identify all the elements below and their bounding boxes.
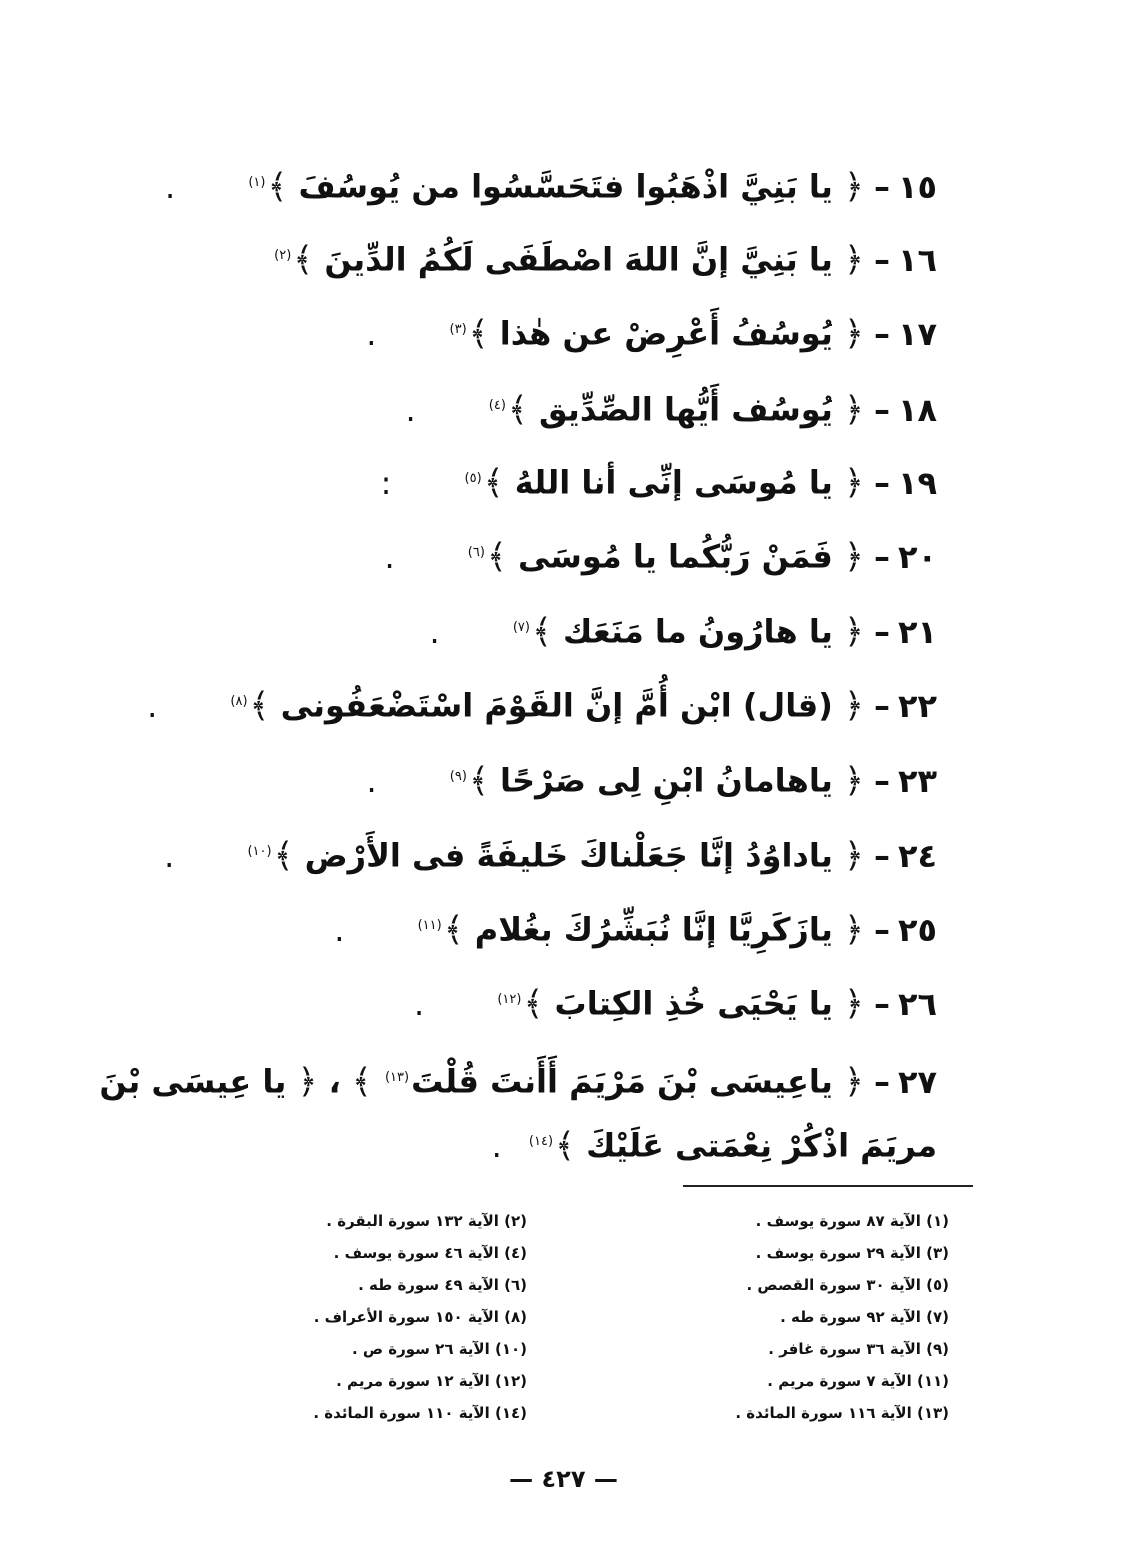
verse-line-22: ٢٢–﴿ (قال) ابْن أُمَّ إنَّ القَوْمَ اسْتَضْعَفُونى ﴾$^{(٨)}$ .: [147, 685, 937, 726]
footnote-ref: (٩): [449, 769, 467, 784]
verse-trail: .: [405, 390, 416, 429]
footnote-item: (١) الآية ٨٧ سورة يوسف .: [755, 1212, 949, 1230]
footnote-item: (١٠) الآية ٢٦ سورة ص .: [351, 1340, 527, 1358]
verse-text: يُوسُف أَيُّها الصِّدِّيق: [538, 390, 833, 429]
verse-line-15: ١٥–﴿ يا بَنِيَّ اذْهَبُوا فتَحَسَّسُوا من يُوسُفَ ﴾$^{(١)}$ .: [165, 166, 937, 207]
footnote-item: (٢) الآية ١٣٢ سورة البقرة .: [326, 1212, 527, 1230]
footnote-item: (١٢) الآية ١٢ سورة مريم .: [336, 1372, 527, 1390]
verse-number: ٢٦: [897, 984, 937, 1023]
verse-trail: .: [414, 984, 425, 1023]
footnote-item: (٥) الآية ٣٠ سورة القصص .: [746, 1276, 949, 1294]
verse-number: ٢٥: [897, 910, 937, 949]
footnote-item: (٩) الآية ٣٦ سورة غافر .: [768, 1340, 949, 1358]
verse-trail: .: [366, 761, 377, 800]
verse-line-19: ١٩–﴿ يا مُوسَى إنِّى أنا اللهُ ﴾$^{(٥)}$ :: [380, 462, 937, 503]
verse-trail: .: [429, 612, 440, 651]
footnote-ref: (١٣): [384, 1070, 410, 1085]
verse-text: فَمَنْ رَبُّكُما يا مُوسَى: [517, 537, 833, 576]
footnote-ref: (٥): [464, 471, 482, 486]
verse-trail: .: [165, 167, 176, 206]
verse-line-27: ٢٧–﴿ ياعِيسَى بْنَ مَرْيَمَ أَأَنتَ قُلْتَ$^{(١٣)}$ ﴾ ، ﴿ يا عِيسَى بْنَ: [99, 1061, 937, 1102]
verse-text: يا بَنِيَّ إنَّ اللهَ اصْطَفَى لَكُمُ الدِّينَ: [324, 240, 833, 279]
footnote-ref: (٤): [488, 398, 506, 413]
footnote-ref: (٨): [230, 694, 248, 709]
verse-text: ياعِيسَى بْنَ مَرْيَمَ أَأَنتَ قُلْتَ: [411, 1062, 833, 1101]
verse-line-23: ٢٣–﴿ ياهامانُ ابْنِ لِى صَرْحًا ﴾$^{(٩)}$ .: [366, 760, 937, 801]
verse-number: ٢٢: [897, 686, 937, 725]
footnotes-left-column: [227, 1205, 527, 1429]
verse-text: يا مُوسَى إنِّى أنا اللهُ: [514, 463, 833, 502]
verse-trail: .: [491, 1126, 502, 1165]
footnote-ref: (٦): [467, 545, 485, 560]
verse-line-18: ١٨–﴿ يُوسُف أَيُّها الصِّدِّيق ﴾$^{(٤)}$ .: [405, 389, 937, 430]
verse-separator: ،: [328, 1062, 341, 1101]
footnote-item: (٨) الآية ١٥٠ سورة الأعراف .: [313, 1308, 527, 1326]
verse-line-25: ٢٥–﴿ يازَكَرِيَّا إنَّا نُبَشِّرُكَ بغُلام ﴾$^{(١١)}$ .: [334, 909, 937, 950]
verse-number: ١٨: [897, 390, 937, 429]
footnote-item: (١٣) الآية ١١٦ سورة المائدة .: [735, 1404, 949, 1422]
footnote-ref: (١٠): [247, 844, 272, 859]
footnote-item: (١٤) الآية ١١٠ سورة المائدة .: [313, 1404, 527, 1422]
verse-text: يا هارُونُ ما مَنَعَك: [563, 612, 833, 651]
footnote-item: (٧) الآية ٩٢ سورة طه .: [780, 1308, 949, 1326]
footnotes-right-column: [649, 1205, 949, 1429]
verse-line-16: ١٦–﴿ يا بَنِيَّ إنَّ اللهَ اصْطَفَى لَكُمُ الدِّينَ ﴾$^{(٢)}$: [274, 239, 937, 280]
verse-text: يا بَنِيَّ اذْهَبُوا فتَحَسَّسُوا من يُوسُفَ: [298, 167, 833, 206]
footnote-divider: [683, 1185, 973, 1187]
footnote-item: (١١) الآية ٧ سورة مريم .: [767, 1372, 949, 1390]
footnote-ref: (١٢): [497, 992, 522, 1007]
footnote-ref: (٣): [449, 322, 467, 337]
footnote-ref: (١٤): [528, 1134, 554, 1149]
verse-text: يا يَحْيَى خُذِ الكِتابَ: [554, 984, 833, 1023]
verse-line-17: ١٧–﴿ يُوسُفُ أَعْرِضْ عن هٰذا ﴾$^{(٣)}$ .: [366, 313, 937, 354]
verse-text: (قال) ابْن أُمَّ إنَّ القَوْمَ اسْتَضْعَفُونى: [280, 686, 833, 725]
verse-line-26: ٢٦–﴿ يا يَحْيَى خُذِ الكِتابَ ﴾$^{(١٢)}$ .: [414, 983, 937, 1024]
verse-number: ١٥: [897, 167, 937, 206]
verse-line-20: ٢٠–﴿ فَمَنْ رَبُّكُما يا مُوسَى ﴾$^{(٦)}$ .: [384, 536, 937, 577]
verse-number: ٢٧: [897, 1062, 937, 1101]
verse-text: يازَكَرِيَّا إنَّا نُبَشِّرُكَ بغُلام: [474, 910, 833, 949]
footnote-ref: (٢): [274, 248, 292, 263]
footnote-item: (٣) الآية ٢٩ سورة يوسف .: [755, 1244, 949, 1262]
footnote-ref: (١): [248, 175, 266, 190]
verse-line-24: ٢٤–﴿ ياداوُدُ إنَّا جَعَلْناكَ خَليفَةً فى الأَرْض ﴾$^{(١٠)}$ .: [164, 835, 937, 876]
verse-number: ٢٣: [897, 761, 937, 800]
verse-number: ١٧: [897, 314, 937, 353]
verse-number: ٢٠: [897, 537, 937, 576]
footnote-ref: (١١): [417, 918, 442, 933]
verse-trail: :: [380, 463, 392, 502]
verse-number: ٢١: [897, 612, 937, 651]
verse-trail: .: [366, 314, 377, 353]
verse-number: ١٩: [897, 463, 937, 502]
footnote-item: (٤) الآية ٤٦ سورة يوسف .: [333, 1244, 527, 1262]
verse-line-21: ٢١–﴿ يا هارُونُ ما مَنَعَك ﴾$^{(٧)}$ .: [429, 611, 937, 652]
verse-line-27-continued: مريَمَ اذْكُرْ نِعْمَتى عَلَيْكَ ﴾$^{(١٤)}$ .: [491, 1125, 937, 1166]
page-number: — ٤٢٧ —: [509, 1465, 618, 1493]
verse-trail: .: [147, 686, 158, 725]
verse-trail: .: [164, 836, 175, 875]
footnote-item: (٦) الآية ٤٩ سورة طه .: [358, 1276, 527, 1294]
verse-text: مريَمَ اذْكُرْ نِعْمَتى عَلَيْكَ: [586, 1126, 937, 1165]
verse-text: ياهامانُ ابْنِ لِى صَرْحًا: [500, 761, 833, 800]
verse-number: ٢٤: [897, 836, 937, 875]
verse-text: يُوسُفُ أَعْرِضْ عن هٰذا: [499, 314, 833, 353]
verse-text: ياداوُدُ إنَّا جَعَلْناكَ خَليفَةً فى الأَرْض: [304, 836, 833, 875]
verse-trail: .: [384, 537, 395, 576]
footnote-ref: (٧): [512, 620, 530, 635]
verse-number: ١٦: [897, 240, 937, 279]
verse-trail: .: [334, 910, 345, 949]
verse-text-continued: يا عِيسَى بْنَ: [99, 1062, 287, 1101]
